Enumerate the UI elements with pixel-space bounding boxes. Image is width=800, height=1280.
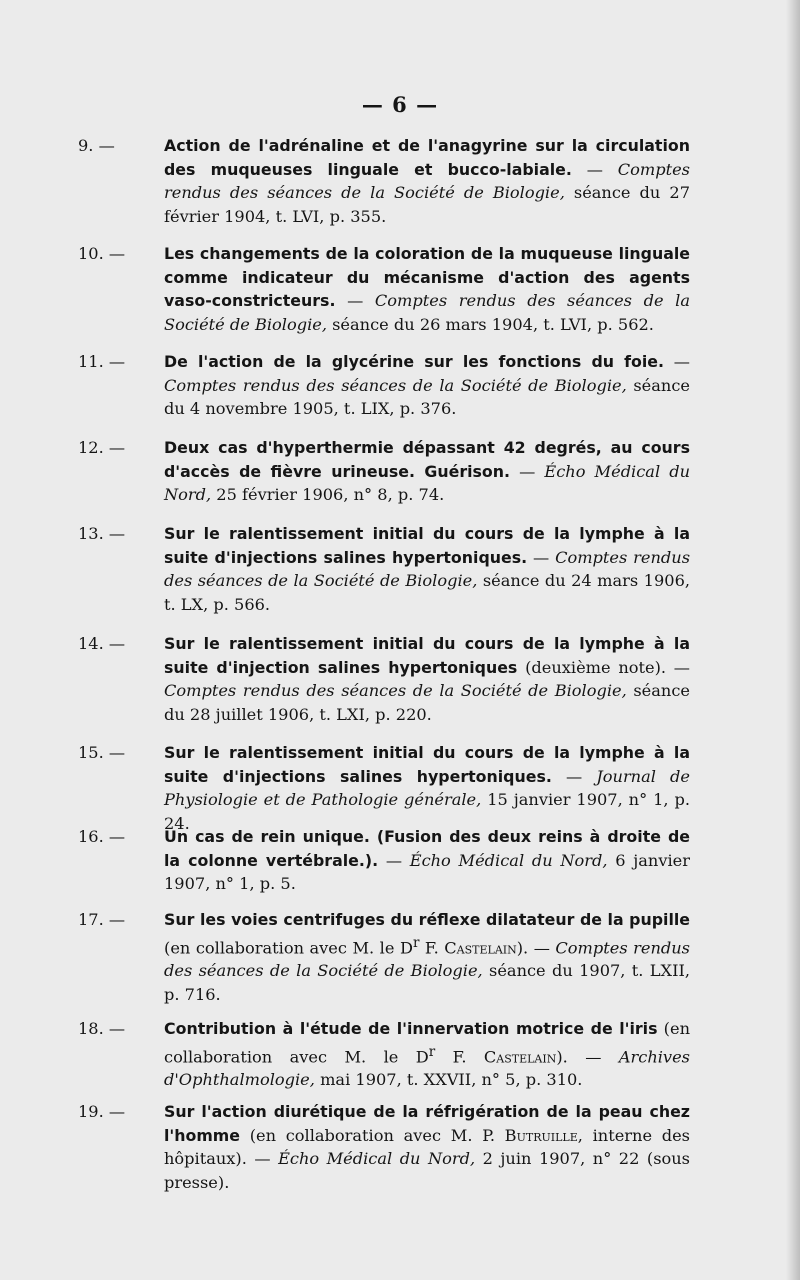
entry-title: Sur le ralentissement initial du cours de la lymphe à la suite d'injection salines hypertoniques xyxy=(164,634,690,677)
entry-number: 14. xyxy=(78,634,104,653)
entry-lead xyxy=(78,825,164,849)
entry-lead xyxy=(78,350,164,374)
entry-lead xyxy=(78,134,164,158)
entry-separator: — xyxy=(527,547,556,567)
bibliography-entry-10 xyxy=(78,242,690,336)
entry-number: 12. xyxy=(78,438,104,457)
entry-collaboration: (en collaboration avec M. le D xyxy=(164,937,413,957)
bibliography-entry-13 xyxy=(78,522,690,616)
entry-lead xyxy=(78,1017,164,1041)
entry-journal: Comptes rendus des séances de la Société de Biologie, xyxy=(164,937,690,981)
entry-dash: — xyxy=(108,438,126,457)
page-edge-shadow xyxy=(786,0,800,1280)
entry-reference: mai 1907, t. XXVII, n° 5, p. 310. xyxy=(314,1070,583,1090)
entry-title: Deux cas d'hyperthermie dépassant 42 degrés, au cours d'accès de fièvre urineuse. Guérison. xyxy=(164,438,690,481)
entry-number: 19. xyxy=(78,1102,104,1121)
entry-dash: — xyxy=(108,827,126,846)
entry-lead xyxy=(78,632,164,656)
entry-title: Les changements de la coloration de la muqueuse linguale comme indicateur du mécanisme d'action des agents vaso-constricteurs. xyxy=(164,244,690,310)
entry-journal: Comptes rendus des séances de la Société de Biologie, xyxy=(164,159,690,202)
entry-number: 17. xyxy=(78,910,104,929)
entry-number: 10. xyxy=(78,244,104,263)
entry-title: De l'action de la glycérine sur les fonctions du foie. xyxy=(164,352,665,371)
entry-reference: 25 février 1906, n° 8, p. 74. xyxy=(211,485,445,504)
entry-reference: séance du 1907, t. LXII, p. 716. xyxy=(164,961,690,1004)
entry-title-abbrev: r xyxy=(428,1043,436,1060)
entry-separator: — xyxy=(571,159,618,179)
page-number: — 6 — xyxy=(361,92,439,117)
entry-dash: — xyxy=(108,634,126,653)
entry-reference: séance du 27 février 1904, t. LVI, p. 355. xyxy=(164,183,690,226)
entry-collaboration-end: , interne des hôpitaux). — xyxy=(164,1125,690,1168)
entry-lead xyxy=(78,436,164,460)
bibliography-entry-15 xyxy=(78,741,690,835)
entry-dash: — xyxy=(98,136,115,155)
entry-separator: — xyxy=(664,352,690,371)
entry-journal: Comptes rendus des séances de la Société de Biologie, xyxy=(164,375,627,395)
entry-title: Contribution à l'étude de l'innervation motrice de l'iris xyxy=(164,1019,658,1038)
entry-title: Sur l'action diurétique de la réfrigération de la peau chez l'homme xyxy=(164,1102,690,1145)
entry-separator: — xyxy=(551,766,597,786)
entry-journal: Journal de Physiologie et de Pathologie générale, xyxy=(164,766,690,809)
entry-title: Sur le ralentissement initial du cours de la lymphe à la suite d'injections salines hypertoniques. xyxy=(164,743,690,786)
entry-title: Sur les voies centrifuges du réflexe dilatateur de la pupille xyxy=(164,910,690,929)
entry-reference: 2 juin 1907, n° 22 (sous presse). xyxy=(164,1149,690,1192)
bibliography-entry-19 xyxy=(78,1100,690,1194)
entry-number: 18. xyxy=(78,1019,104,1038)
bibliography-entry-9 xyxy=(78,134,690,228)
entry-reference: séance du 28 juillet 1906, t. LXI, p. 220. xyxy=(164,681,690,724)
entry-title: Un cas de rein unique. (Fusion des deux reins à droite de la colonne vertébrale.). xyxy=(164,827,690,870)
entry-dash: — xyxy=(108,524,126,543)
entry-collaborator: F. Castelain xyxy=(419,937,517,957)
entry-journal: Comptes rendus des séances de la Société de Biologie, xyxy=(164,681,627,700)
entry-separator: — xyxy=(510,461,545,481)
entry-reference: séance du 4 novembre 1905, t. LIX, p. 376. xyxy=(164,375,690,418)
entry-title: Sur le ralentissement initial du cours de la lymphe à la suite d'injections salines hypertoniques. xyxy=(164,524,690,567)
entry-collaboration: (en collaboration avec M. le D xyxy=(164,1019,690,1066)
entry-title: Action de l'adrénaline et de l'anagyrine sur la circulation des muqueuses linguale et bucco-labiale. xyxy=(164,136,690,179)
entry-reference: séance du 26 mars 1904, t. LVI, p. 562. xyxy=(326,314,654,334)
entry-lead xyxy=(78,242,164,266)
entry-reference: séance du 24 mars 1906, t. LX, p. 566. xyxy=(164,571,691,614)
entry-journal: Écho Médical du Nord, xyxy=(164,461,690,504)
entry-note: (deuxième note). — xyxy=(517,657,690,677)
entry-number: 15. xyxy=(78,743,104,762)
entry-journal: Comptes rendus des séances de la Société de Biologie, xyxy=(164,547,691,590)
entry-dash: — xyxy=(108,352,126,371)
entry-reference: 15 janvier 1907, n° 1, p. 24. xyxy=(164,790,690,833)
bibliography-entry-14 xyxy=(78,632,690,726)
entry-dash: — xyxy=(108,1019,126,1038)
bibliography-entry-16 xyxy=(78,825,690,896)
entry-collaborator: F. Castelain xyxy=(435,1046,557,1066)
entry-collaboration-end: ). — xyxy=(516,937,556,957)
entry-lead xyxy=(78,908,164,932)
entry-dash: — xyxy=(108,910,126,929)
entry-dash: — xyxy=(108,244,126,263)
bibliography-entry-11 xyxy=(78,350,690,421)
entry-journal: Archives d'Ophthalmologie, xyxy=(164,1046,690,1090)
entry-journal: Comptes rendus des séances de la Société de Biologie, xyxy=(164,291,690,334)
entry-number: 11. xyxy=(78,352,104,371)
bibliography-entry-12 xyxy=(78,436,690,507)
entry-collaborator: Butruille xyxy=(494,1125,578,1145)
entry-journal: Écho Médical du Nord, xyxy=(409,850,608,870)
entry-number: 13. xyxy=(78,524,104,543)
entry-lead xyxy=(78,741,164,765)
entry-collaboration-end: ). — xyxy=(556,1046,619,1066)
entry-number: 16. xyxy=(78,827,104,846)
entry-dash: — xyxy=(108,1102,126,1121)
entry-reference: 6 janvier 1907, n° 1, p. 5. xyxy=(164,850,690,893)
entry-separator: — xyxy=(335,291,375,310)
entry-collaboration: (en collaboration avec M. P. xyxy=(239,1125,495,1145)
bibliography-entry-18 xyxy=(78,1017,690,1092)
entry-lead xyxy=(78,1100,164,1124)
entry-number: 9. xyxy=(78,136,94,155)
entry-separator: — xyxy=(378,850,410,870)
entry-lead xyxy=(78,522,164,546)
bibliography-entry-17 xyxy=(78,908,690,1006)
entry-title-abbrev: r xyxy=(412,934,420,951)
entry-dash: — xyxy=(108,743,126,762)
entry-journal: Écho Médical du Nord, xyxy=(278,1149,476,1168)
